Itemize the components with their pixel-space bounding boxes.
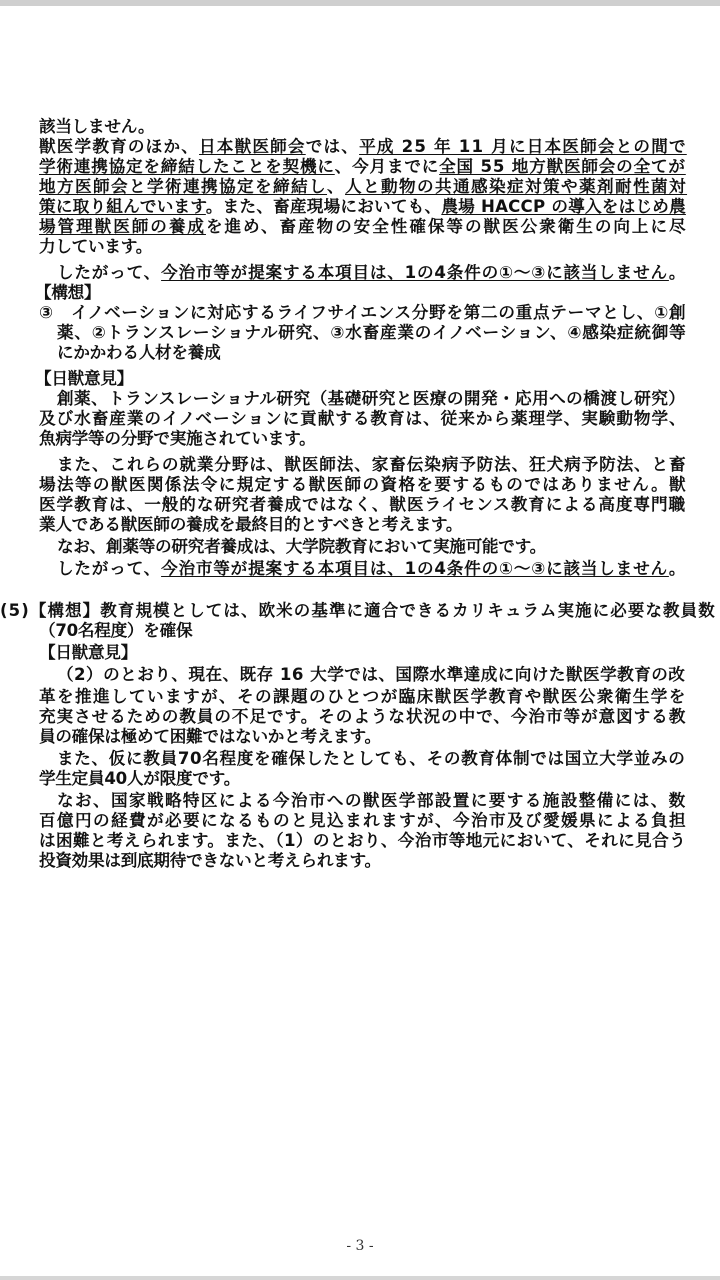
text-line [57, 263, 686, 283]
text-segment: なお、創薬等の研究者養成は、大学院教育において実施可能です。 [57, 537, 546, 556]
text-segment: 業人である獣医師の養成を最終目的とすべきと考えます。 [39, 515, 463, 534]
text-segment: では、 [305, 137, 360, 156]
text-line [39, 117, 154, 137]
text-line [57, 343, 220, 363]
text-segment: 医学教育は、一般的な研究者養成ではなく、獣医ライセンス教育による高度専門職 [39, 495, 687, 514]
text-segment: 学生定員40人が限度です。 [39, 769, 241, 788]
text-line [57, 791, 687, 811]
text-line [39, 137, 687, 157]
text-line [39, 811, 687, 831]
underlined-text-segment: 全国 55 地方獣医師会の全てが [439, 157, 686, 176]
underlined-text-segment: 地方医師会と学術連携協定を締結し [39, 177, 328, 196]
text-line [35, 283, 100, 303]
underlined-text-segment: 人と動物の共通感染症対策や薬剤耐性菌対 [345, 177, 688, 196]
text-line [39, 197, 686, 217]
text-segment: 投資効果は到底期待できないと考えられます。 [39, 851, 381, 870]
text-segment: 力しています。 [39, 237, 153, 256]
text-segment: 及び水畜産業のイノベーションに貢献する教育は、従来から薬理学、実験動物学、 [39, 409, 687, 428]
bottom-bar [0, 1276, 720, 1280]
text-segment: 魚病学等の分野で実施されています。 [39, 429, 316, 448]
text-segment: ③ イノベーションに対応するライフサイエンス分野を第二の重点テーマとし、①創 [39, 303, 687, 322]
text-segment: 場法等の獣医関係法令に規定する獣医師の資格を要するものではありません。獣 [39, 475, 688, 494]
text-segment: (5)【構想】教育規模としては、欧米の基準に適合できるカリキュラム実施に必要な教員数 [0, 601, 716, 620]
text-line [39, 515, 462, 535]
text-segment: 充実させるための教員の不足です。そのような状況の中で、今治市等が意図する教 [39, 707, 687, 726]
text-line [57, 389, 685, 409]
text-line [39, 831, 686, 851]
text-line [39, 707, 686, 727]
text-line [57, 749, 686, 769]
text-segment: 薬、②トランスレーショナル研究、③水畜産業のイノベーション、④感染症統御等 [57, 323, 687, 342]
text-segment: 、今月までに [334, 157, 440, 176]
text-line [39, 237, 152, 257]
text-line [39, 217, 688, 237]
underlined-text-segment: 学術連携協定を締結したことを契機に [39, 157, 335, 176]
text-segment: また、これらの就業分野は、獣医師法、家畜伝染病予防法、狂犬病予防法、と畜 [57, 455, 687, 474]
page-number: - 3 - [346, 1238, 374, 1254]
text-line [39, 303, 686, 323]
text-line [39, 643, 137, 663]
text-line [39, 621, 192, 641]
text-line [57, 665, 685, 685]
text-segment: 【日獣意見】 [35, 369, 134, 388]
text-segment: 革を推進していますが、その課題のひとつが臨床獣医学教育や獣医公衆衛生学を [39, 687, 687, 706]
text-segment: したがって、 [57, 263, 162, 282]
underlined-text-segment: 農場 HACCP の導入をはじめ農 [441, 197, 686, 216]
text-segment: （70名程度）を確保 [39, 621, 193, 640]
text-line [39, 727, 381, 747]
text-segment: 百億円の経費が必要になるものと見込まれますが、今治市及び愛媛県による負担 [39, 811, 688, 830]
text-segment: 【日獣意見】 [39, 643, 138, 662]
text-segment: 員の確保は極めて困難ではないかと考えます。 [39, 727, 381, 746]
text-line [57, 455, 687, 475]
text-segment: 該当しません。 [39, 117, 155, 136]
text-segment: は困難と考えられます。また、（1）のとおり、今治市等地元において、それに見合う [39, 831, 687, 850]
text-segment: なお、国家戦略特区による今治市への獣医学部設置に要する施設整備には、数 [57, 791, 687, 810]
text-segment: 。 [668, 263, 687, 282]
text-line [57, 323, 686, 343]
underlined-text-segment: 場管理獣医師の養成 [39, 217, 206, 236]
text-segment: したがって、 [57, 559, 162, 578]
text-line [39, 769, 240, 789]
text-line [57, 537, 546, 557]
text-segment: 。 [668, 559, 687, 578]
text-segment: 獣医学教育のほか、 [39, 137, 200, 156]
underlined-text-segment: 今治市等が提案する本項目は、1の4条件の①～③に該当しません [161, 559, 669, 578]
text-segment: にかかわる人材を養成 [57, 343, 221, 362]
text-line [39, 409, 687, 429]
underlined-text-segment: 平成 25 年 11 月に日本医師会との間で [359, 137, 687, 156]
underlined-text-segment: 今治市等が提案する本項目は、1の4条件の①～③に該当しません [161, 263, 669, 282]
text-line [39, 177, 687, 197]
text-line [35, 369, 133, 389]
underlined-text-segment: 策に取り組んでいます [39, 197, 206, 216]
text-segment: 創薬、トランスレーショナル研究（基礎研究と医療の開発・応用への橋渡し研究） [57, 389, 686, 408]
text-segment: （2）のとおり、現在、既存 16 大学では、国際水準達成に向けた獣医学教育の改 [57, 665, 686, 684]
text-line [39, 429, 316, 449]
text-segment: また、仮に教員70名程度を確保したとしても、その教育体制では国立大学並みの [57, 749, 686, 768]
underlined-text-segment: 日本獣医師会 [199, 137, 306, 156]
text-segment: 【構想】 [35, 283, 101, 302]
text-line [39, 851, 381, 871]
text-line [0, 601, 716, 621]
text-line [39, 157, 686, 177]
text-line [39, 687, 687, 707]
text-segment: 。また、畜産現場においても、 [205, 197, 442, 216]
text-segment: 、 [327, 177, 346, 196]
text-line [57, 559, 686, 579]
text-line [39, 495, 686, 515]
text-line [39, 475, 687, 495]
text-segment: を進め、畜産物の安全性確保等の獣医公衆衛生の向上に尽 [205, 217, 688, 236]
